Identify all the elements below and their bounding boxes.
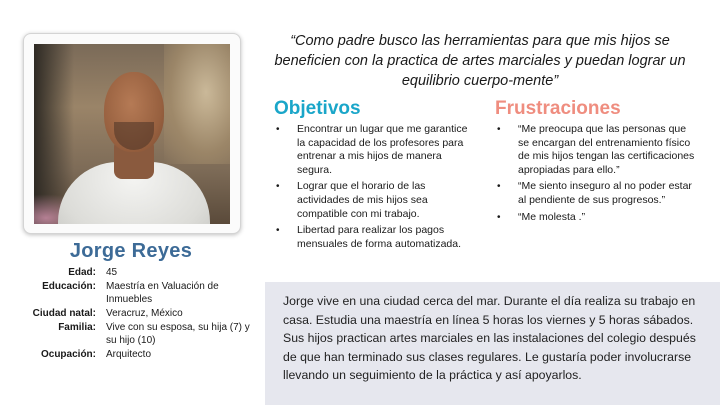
bullet-icon: • (497, 181, 501, 193)
list-item (497, 123, 697, 177)
objetivos-list (276, 123, 476, 254)
list-item-text: Lograr que el horario de las actividades de mis hijos sea compatible con mi trabajo. (297, 180, 428, 220)
detail-label: Educación: (42, 281, 96, 292)
persona-photo-frame (23, 33, 241, 234)
bullet-icon: • (276, 181, 280, 193)
detail-label: Ciudad natal: (32, 308, 96, 319)
detail-value: Arquitecto (106, 349, 152, 360)
detail-value: Veracruz, México (106, 308, 183, 319)
detail-row-hometown (10, 307, 270, 320)
detail-label: Familia: (58, 322, 96, 333)
detail-value: 45 (106, 267, 118, 278)
persona-bio: Jorge vive en una ciudad cerca del mar. Durante el día realiza su trabajo en casa. Estudia una maestría en línea 5 horas los viernes y 5 horas sábados. Sus hijos practican artes marciales en las instalaciones del colegio después de que han terminado sus clases regulares. Le gustaría poder involucrarse llevando un seguimiento de la práctica y así apoyarlos. (265, 282, 720, 405)
persona-photo (34, 44, 230, 224)
bullet-icon: • (497, 211, 501, 223)
list-item-text: “Me preocupa que las personas que se encargan del entrenamiento físico de mis hijos tengan las certificaciones apropiadas para ello.” (518, 123, 695, 176)
list-item-text: Encontrar un lugar que me garantice la capacidad de los profesores para entrenar a mis hijos de manera segura. (297, 123, 468, 176)
list-item (497, 211, 697, 225)
detail-row-age (10, 266, 270, 279)
bullet-icon: • (276, 124, 280, 135)
detail-row-family (10, 321, 270, 347)
persona-name: Jorge Reyes (69, 240, 193, 262)
list-item (497, 180, 697, 207)
list-item-text: “Me siento inseguro al no poder estar al pendiente de sus progresos.” (518, 180, 692, 206)
list-item-text: Libertad para realizar los pagos mensuales de forma automatizada. (297, 224, 462, 250)
list-item (276, 224, 476, 251)
detail-row-occupation (10, 348, 270, 361)
bullet-icon: • (497, 124, 501, 135)
frustraciones-list (497, 123, 697, 227)
detail-value: Vive con su esposa, su hija (7) y su hijo (10) (106, 322, 250, 346)
detail-value: Maestría en Valuación de Inmuebles (106, 281, 219, 305)
detail-label: Ocupación: (40, 349, 96, 360)
list-item-text: “Me molesta .” (518, 210, 586, 223)
objetivos-title: Objetivos (274, 98, 361, 119)
bullet-icon: • (276, 225, 280, 237)
list-item (276, 123, 476, 177)
persona-quote: “Como padre busco las herramientas para que mis hijos se beneficien con la practica de artes marciales y puedan lograr un equilibrio cuerpo-mente” (274, 33, 686, 89)
list-item (276, 180, 476, 221)
detail-label: Edad: (68, 267, 96, 278)
persona-details (10, 266, 270, 362)
detail-row-education (10, 280, 270, 306)
frustraciones-title: Frustraciones (495, 98, 621, 119)
